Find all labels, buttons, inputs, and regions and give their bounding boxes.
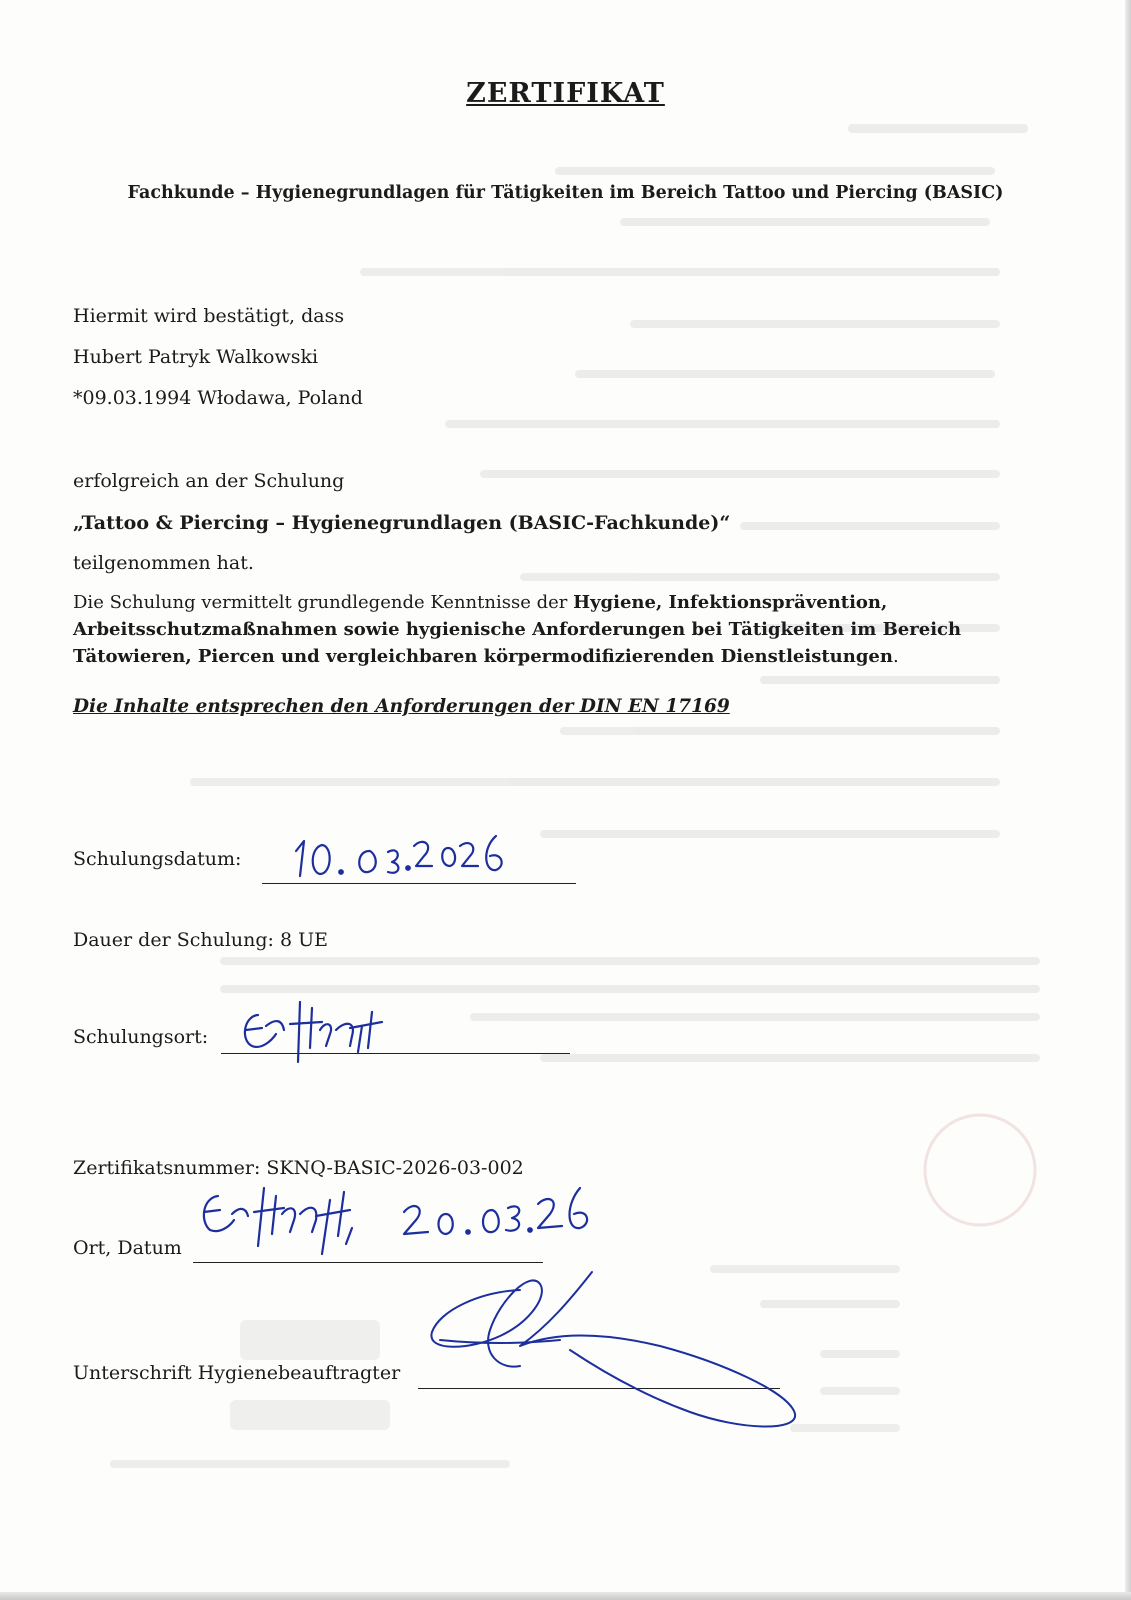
training-location-label: Schulungsort: bbox=[73, 1026, 209, 1048]
participant-birth: *09.03.1994 Włodawa, Poland bbox=[73, 387, 363, 409]
place-date-label: Ort, Datum bbox=[73, 1237, 182, 1259]
attended-intro: erfolgreich an der Schulung bbox=[73, 470, 345, 492]
confirmation-intro: Hiermit wird bestätigt, dass bbox=[73, 305, 345, 327]
description-end: . bbox=[892, 646, 899, 667]
scan-edge-right bbox=[1125, 0, 1131, 1600]
scan-edge-bottom bbox=[0, 1592, 1131, 1600]
din-standard-note: Die Inhalte entsprechen den Anforderungen der DIN EN 17169 bbox=[73, 696, 730, 717]
training-date-label: Schulungsdatum: bbox=[73, 848, 242, 870]
handwritten-place-date bbox=[204, 1188, 587, 1254]
participant-name: Hubert Patryk Walkowski bbox=[73, 346, 319, 368]
attended-outro: teilgenommen hat. bbox=[73, 552, 254, 574]
description-text: Die Schulung vermittelt grundlegende Kenntnisse der bbox=[73, 592, 574, 613]
certificate-subtitle: Fachkunde – Hygienegrundlagen für Tätigkeiten im Bereich Tattoo und Piercing (BASIC) bbox=[127, 183, 1004, 203]
handwritten-signature bbox=[431, 1272, 795, 1427]
description-bold-text: Hygiene, Infektionsprävention, Arbeitsschutzmaßnahmen sowie hygienische Anforderungen bei Tätigkeiten im Bereich Tätowieren, Piercen und vergleichbaren körpermodifizierenden Dienstleistungen bbox=[73, 592, 962, 667]
certificate-number: Zertifikatsnummer: SKNQ-BASIC-2026-03-002 bbox=[73, 1157, 524, 1179]
handwritten-training-location bbox=[245, 1002, 382, 1062]
certificate-title: ZERTIFIKAT bbox=[466, 78, 665, 109]
training-duration: Dauer der Schulung: 8 UE bbox=[73, 929, 328, 951]
handwritten-training-date bbox=[296, 836, 502, 876]
course-title: „Tattoo & Piercing – Hygienegrundlagen (BASIC-Fachkunde)“ bbox=[73, 512, 731, 534]
signature-label: Unterschrift Hygienebeauftragter bbox=[73, 1362, 401, 1384]
